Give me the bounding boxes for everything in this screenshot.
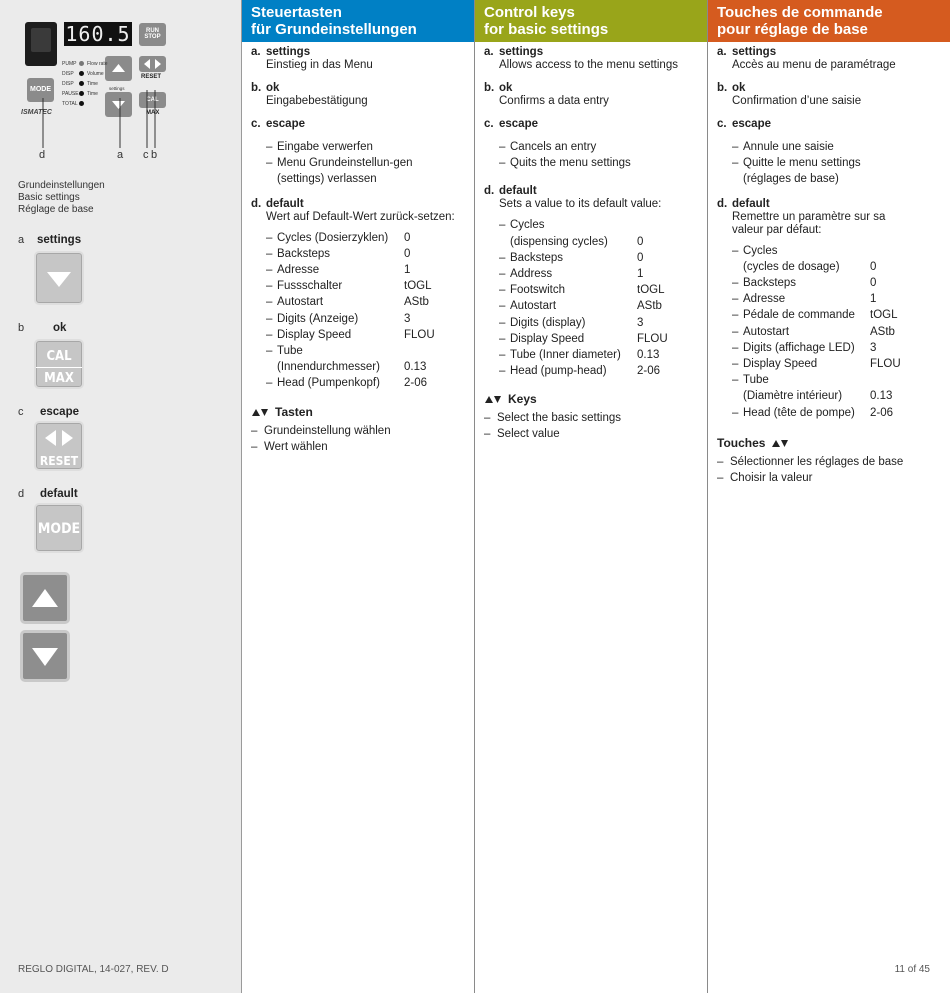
default-label: Backsteps [510, 251, 564, 264]
default-value: 0 [404, 247, 411, 260]
default-value: 0 [637, 235, 644, 248]
default-label: (dispensing cycles) [510, 235, 608, 248]
default-row: – Cycles [499, 217, 707, 233]
device-display: 160.5 [65, 22, 131, 46]
default-label: Digits (display) [510, 316, 586, 329]
down-arrow-key-image [20, 630, 70, 682]
default-value: 0.13 [404, 361, 427, 374]
led-indicators: PUMP Flow rate DISP Volume DISP Time PAUSE Time TOTAL [62, 61, 108, 107]
mode-key-small: MODE [27, 78, 54, 102]
default-row: – Cycles (Dosierzyklen) 0 [266, 230, 474, 246]
default-value: 2-06 [870, 406, 894, 419]
max-label-small: MAX [146, 110, 160, 116]
default-label: Autostart [510, 300, 557, 313]
keys-section: Keys – Select the basic settings – Select value [484, 392, 622, 441]
default-row: – Tube [732, 372, 950, 388]
callout-lines [0, 90, 242, 150]
default-label: Head (tête de pompe) [743, 406, 855, 419]
sidebar: 160.5 RUN STOP MODE RESET CAL MAX settings ISMATEC PUMP Flow rate DISP Volume DISP Time PAUSE Time TOTAL d a c b Grundeinstellungen Basic settings Réglage de base a settings b ok CAL MAX c escape RESET d default MODE REGLO DIGITAL, 14-027, REV. D [0, 0, 242, 993]
default-row: – Digits (affichage LED) 3 [732, 340, 950, 356]
item-a: a. settings Accès au menu de paramétrage [717, 46, 896, 71]
default-label: Digits (affichage LED) [743, 341, 855, 354]
keys-section: Touches – Sélectionner les réglages de base – Choisir la valeur [717, 435, 904, 484]
default-row: – Head (Pumpenkopf) 2-06 [266, 375, 474, 391]
default-label: Tube [277, 345, 303, 358]
default-row: – Head (tête de pompe) 2-06 [732, 405, 950, 421]
default-label: Cycles [510, 219, 545, 232]
power-switch-illustration [25, 22, 57, 66]
default-label: Address [510, 268, 553, 281]
default-value: 3 [870, 341, 877, 354]
default-label: Digits (Anzeige) [277, 312, 359, 325]
up-down-arrows-icon [771, 439, 789, 448]
settings-label-small: settings [109, 86, 125, 91]
default-row [732, 388, 950, 404]
defaults-list [266, 230, 474, 392]
default-row: – Backsteps 0 [499, 250, 707, 266]
default-value: 0 [637, 251, 644, 264]
item-d: d. default Sets a value to its default value: – Cycles (dispensing cycles) 0 – Backsteps 0 – Address 1 – Footswitch tOGL – Autostart AStb – Digits (display) 3 – Display Speed FLOU – Tube (Inner diameter) 0.13 – Head (pump-head) 2-06 [484, 185, 707, 379]
default-label: Head (Pumpenkopf) [277, 377, 380, 390]
default-label: Tube (Inner diameter) [510, 349, 621, 362]
default-row: – Backsteps 0 [266, 246, 474, 262]
item-c: c. escape – Eingabe verwerfen – Menu Grundeinstellun-gen (settings) verlassen [251, 118, 413, 186]
up-down-arrows-icon [484, 395, 502, 404]
default-row: – Autostart AStb [499, 298, 707, 314]
default-label: Pédale de commande [743, 309, 855, 322]
callout-a: a [117, 149, 124, 161]
column-german-header: Steuertasten für Grundeinstellungen [242, 0, 474, 42]
default-row: – Adresse 1 [732, 291, 950, 307]
default-row: – Display Speed FLOU [499, 331, 707, 347]
default-row: – Pédale de commande tOGL [732, 307, 950, 323]
default-row: – Tube [266, 343, 474, 359]
default-row [732, 259, 950, 275]
callout-d: d [39, 149, 46, 161]
default-row: – Footswitch tOGL [499, 282, 707, 298]
item-b: b. ok Eingabebestätigung [251, 82, 368, 107]
default-label: Cycles [743, 244, 778, 257]
item-a: a. settings Einstieg in das Menu [251, 46, 373, 71]
default-value: 0.13 [870, 390, 893, 403]
item-d: d. default Remettre un paramètre sur sa valeur par défaut: – Cycles (cycles de dosage) 0 – Backsteps 0 – Adresse 1 – Pédale de commande tOGL – Autostart AStb – Digits (affichage LED) 3 – Display Speed FLOU – Tube (Diamètre intérieur) 0.13 – Head (tête de pompe) 2-06 [717, 198, 950, 421]
default-value: tOGL [870, 309, 898, 322]
default-label: Display Speed [510, 332, 585, 345]
default-value [870, 243, 950, 259]
callout-b: b [151, 149, 158, 161]
item-c: c. escape – Annule une saisie – Quitte le menu settings (réglages de base) [717, 118, 861, 186]
default-row: – Display Speed FLOU [266, 327, 474, 343]
default-label: Autostart [743, 325, 790, 338]
item-c: c. escape – Cancels an entry – Quits the menu settings [484, 118, 631, 170]
keys-section: Tasten – Grundeinstellung wählen – Wert wählen [251, 404, 391, 453]
default-value: 1 [404, 264, 411, 277]
item-a: a. settings Allows access to the menu settings [484, 46, 678, 71]
up-key-small [105, 56, 132, 81]
default-label: Head (pump-head) [510, 365, 607, 378]
default-row: – Digits (Anzeige) 3 [266, 311, 474, 327]
default-row: – Autostart AStb [266, 294, 474, 310]
default-value [870, 372, 950, 388]
reset-key-small [139, 56, 166, 72]
footer-page-number: 11 of 45 [894, 964, 930, 975]
default-row: – Head (pump-head) 2-06 [499, 363, 707, 379]
default-row: – Fussschalter tOGL [266, 278, 474, 294]
cal-key-small: CAL [139, 92, 166, 108]
default-value: 0 [870, 260, 877, 273]
default-value: tOGL [404, 280, 432, 293]
item-b: b. ok Confirms a data entry [484, 82, 609, 107]
default-row: – Display Speed FLOU [732, 356, 950, 372]
default-value: tOGL [637, 284, 665, 297]
item-d: d. default Wert auf Default-Wert zurück-setzen: – Cycles (Dosierzyklen) 0 – Backsteps 0 – Adresse 1 – Fussschalter tOGL – Autostart AStb – Digits (Anzeige) 3 – Display Speed FLOU – Tube (Innendurchmesser) 0.13 – Head (Pumpenkopf) 2-06 [251, 198, 474, 392]
default-value: 0 [404, 231, 411, 244]
default-label: Adresse [277, 264, 320, 277]
default-key-image: MODE [34, 503, 84, 553]
defaults-list [499, 217, 707, 379]
default-value: 1 [637, 268, 644, 281]
default-value: FLOU [870, 358, 901, 371]
default-value: 2-06 [637, 365, 661, 378]
default-value [637, 217, 707, 233]
default-value: 1 [870, 293, 877, 306]
default-label: Display Speed [277, 328, 352, 341]
default-value [404, 343, 474, 359]
default-label: (Diamètre intérieur) [743, 390, 843, 403]
ismatec-logo: ISMATEC [21, 109, 52, 116]
default-label: Backsteps [743, 277, 797, 290]
default-label: Fussschalter [277, 280, 343, 293]
run-stop-key-illustration: RUN STOP [139, 23, 166, 46]
column-english-header: Control keys for basic settings [475, 0, 707, 42]
default-label: Cycles (Dosierzyklen) [277, 231, 389, 244]
default-value: 2-06 [404, 377, 428, 390]
default-row: – Backsteps 0 [732, 275, 950, 291]
default-row: – Address 1 [499, 266, 707, 282]
default-value: FLOU [404, 328, 435, 341]
default-label: Tube [743, 374, 769, 387]
default-label: Display Speed [743, 358, 818, 371]
default-row: – Cycles [732, 243, 950, 259]
reset-label-small: RESET [141, 74, 162, 80]
default-row: – Adresse 1 [266, 262, 474, 278]
column-french [708, 0, 950, 993]
sidebar-title: Grundeinstellungen Basic settings Réglage de base [18, 180, 105, 215]
up-down-arrows-icon [251, 408, 269, 417]
default-value: AStb [404, 296, 429, 309]
item-b: b. ok Confirmation d’une saisie [717, 82, 862, 107]
default-row [266, 359, 474, 375]
callout-c: c [143, 149, 149, 161]
footer-document-ref: REGLO DIGITAL, 14-027, REV. D [18, 964, 169, 975]
default-label: Adresse [743, 293, 786, 306]
default-value: 0.13 [637, 349, 660, 362]
default-row: – Autostart AStb [732, 324, 950, 340]
default-row: – Tube (Inner diameter) 0.13 [499, 347, 707, 363]
default-row [499, 234, 707, 250]
default-label: Autostart [277, 296, 324, 309]
column-french-header: Touches de commande pour réglage de base [708, 0, 950, 42]
column-german [242, 0, 475, 993]
default-value: AStb [870, 325, 895, 338]
up-arrow-key-image [20, 572, 70, 624]
default-value: FLOU [637, 332, 668, 345]
default-label: (cycles de dosage) [743, 260, 840, 273]
settings-key-image [34, 251, 84, 305]
default-value: 3 [637, 316, 644, 329]
default-label: Backsteps [277, 247, 331, 260]
default-value: 0 [870, 277, 877, 290]
ok-key-image: CAL MAX [34, 339, 84, 389]
default-value: AStb [637, 300, 662, 313]
default-value: 3 [404, 312, 411, 325]
escape-key-image: RESET [34, 421, 84, 471]
default-row: – Digits (display) 3 [499, 315, 707, 331]
default-label: Footswitch [510, 284, 565, 297]
defaults-list [732, 243, 950, 421]
column-english [475, 0, 708, 993]
default-label: (Innendurchmesser) [277, 361, 380, 374]
